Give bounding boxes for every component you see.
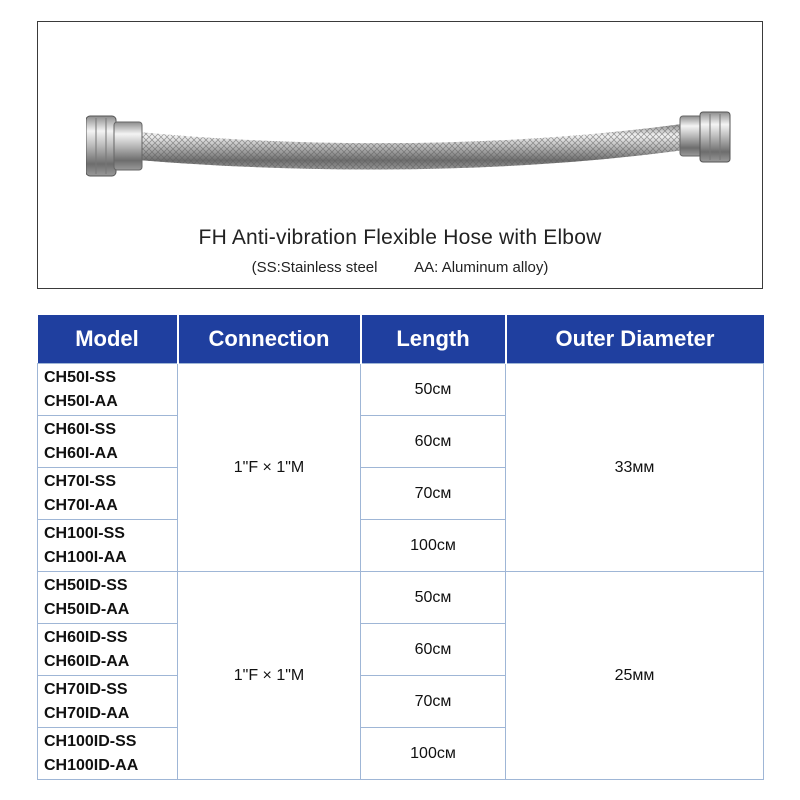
length-cell: 100см xyxy=(361,728,506,780)
model-aa: CH60I-AA xyxy=(44,444,118,462)
spec-table xyxy=(37,315,764,780)
model-cell xyxy=(38,572,178,624)
model-ss: CH70ID-SS xyxy=(44,680,128,698)
model-cell xyxy=(38,364,178,416)
model-aa: CH70ID-AA xyxy=(44,704,130,722)
model-aa: CH70I-AA xyxy=(44,496,118,514)
model-aa: CH100I-AA xyxy=(44,548,127,566)
model-aa: CH60ID-AA xyxy=(44,652,130,670)
length-cell: 70см xyxy=(361,676,506,728)
length-cell: 60см xyxy=(361,416,506,468)
model-ss: CH100ID-SS xyxy=(44,732,137,750)
model-cell xyxy=(38,468,178,520)
length-cell: 70см xyxy=(361,468,506,520)
connection-cell: 1"F × 1"M xyxy=(178,364,361,572)
header-connection: Connection xyxy=(178,315,361,364)
model-cell xyxy=(38,676,178,728)
material-legend-aa: AA: Aluminum alloy) xyxy=(414,259,549,276)
length-cell: 50см xyxy=(361,364,506,416)
model-cell xyxy=(38,624,178,676)
model-cell xyxy=(38,728,178,780)
product-image-panel xyxy=(37,21,763,289)
model-cell xyxy=(38,416,178,468)
header-model: Model xyxy=(38,315,178,364)
model-ss: CH70I-SS xyxy=(44,472,117,490)
outer-diameter-cell: 25мм xyxy=(506,572,764,780)
model-ss: CH60I-SS xyxy=(44,420,117,438)
flexible-hose-image xyxy=(86,110,738,200)
model-ss: CH50I-SS xyxy=(44,368,117,386)
header-length: Length xyxy=(361,315,506,364)
model-aa: CH50I-AA xyxy=(44,392,118,410)
header-outer-diameter: Outer Diameter xyxy=(506,315,764,364)
model-ss: CH50ID-SS xyxy=(44,576,128,594)
table-row xyxy=(38,364,764,416)
length-cell: 60см xyxy=(361,624,506,676)
product-title: FH Anti-vibration Flexible Hose with Elbow xyxy=(198,226,602,249)
model-ss: CH60ID-SS xyxy=(44,628,128,646)
material-legend-ss: (SS:Stainless steel xyxy=(251,259,378,276)
material-legend xyxy=(38,259,762,276)
connection-cell: 1"F × 1"M xyxy=(178,572,361,780)
length-cell: 50см xyxy=(361,572,506,624)
length-cell: 100см xyxy=(361,520,506,572)
model-ss: CH100I-SS xyxy=(44,524,125,542)
outer-diameter-cell: 33мм xyxy=(506,364,764,572)
model-aa: CH50ID-AA xyxy=(44,600,130,618)
table-row xyxy=(38,572,764,624)
model-cell xyxy=(38,520,178,572)
model-aa: CH100ID-AA xyxy=(44,756,139,774)
table-header-row xyxy=(38,315,764,364)
